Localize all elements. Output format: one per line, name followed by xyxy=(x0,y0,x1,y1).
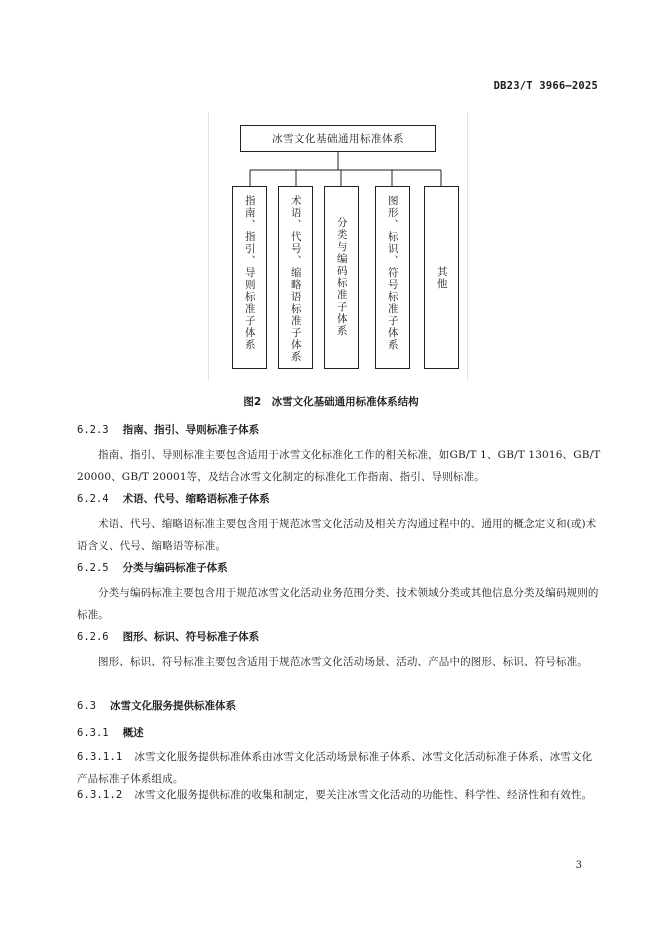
section-title: 冰雪文化服务提供标准体系 xyxy=(109,700,236,712)
diagram-root-box xyxy=(240,125,436,152)
section-heading xyxy=(77,491,270,506)
section-title: 指南、指引、导则标准子体系 xyxy=(122,424,260,436)
clause-number: 6.3.1.1 xyxy=(77,751,123,763)
section-number: 6.2.6 xyxy=(77,631,109,643)
section-title: 图形、标识、符号标准子体系 xyxy=(122,631,260,643)
diagram-child-label: 图形、标识、符号标准子体系 xyxy=(386,195,399,351)
section-number: 6.3 xyxy=(77,700,96,712)
clause-paragraph xyxy=(77,784,601,806)
diagram-child-label: 指南、指引、导则标准子体系 xyxy=(243,195,256,351)
section-paragraph: 术语、代号、缩略语标准主要包含用于规范冰雪文化活动及相关方沟通过程中的、通用的概念定义和(或)术语含义、代号、缩略语等标准。 xyxy=(77,518,597,552)
section-title: 分类与编码标准子体系 xyxy=(122,562,228,574)
clause-text: 冰雪文化服务提供标准的收集和制定，要关注冰雪文化活动的功能性、科学性、经济性和有效性。 xyxy=(134,789,593,801)
diagram-child-label: 术语、代号、缩略语标准子体系 xyxy=(289,195,302,363)
section-heading xyxy=(77,422,259,437)
page-number: 3 xyxy=(575,860,582,871)
diagram-root-label: 冰雪文化基础通用标准体系 xyxy=(272,133,404,145)
clause-text: 冰雪文化服务提供标准体系由冰雪文化活动场景标准子体系、冰雪文化活动标准子体系、冰雪文化产品标准子体系组成。 xyxy=(77,751,593,785)
figure-caption: 图2 冰雪文化基础通用标准体系结构 xyxy=(243,396,419,408)
diagram-child-box-2 xyxy=(278,186,313,369)
clause-number: 6.3.1.2 xyxy=(77,789,123,801)
section-number: 6.2.3 xyxy=(77,424,109,436)
diagram-child-box-5 xyxy=(424,186,459,369)
section-paragraph: 指南、指引、导则标准主要包含适用于冰雪文化标准化工作的相关标准，如GB/T 1、GB/T 13016、GB/T 20000、GB/T 20001等，及结合冰雪文化制定的标准化工作指南、指引、导则标准。 xyxy=(77,449,601,483)
section-heading xyxy=(77,725,144,740)
section-paragraph: 分类与编码标准主要包含用于规范冰雪文化活动业务范围分类、技术领域分类或其他信息分类及编码规则的标准。 xyxy=(77,587,599,621)
diagram-child-box-1 xyxy=(232,186,267,369)
section-paragraph: 图形、标识、符号标准主要包含适用于规范冰雪文化活动场景、活动、产品中的图形、标识、符号标准。 xyxy=(98,656,588,668)
section-number: 6.2.4 xyxy=(77,493,109,505)
section-number: 6.3.1 xyxy=(77,727,109,739)
section-heading xyxy=(77,560,228,575)
section-number: 6.2.5 xyxy=(77,562,109,574)
diagram-child-box-3 xyxy=(324,186,359,369)
diagram-child-label: 其他 xyxy=(435,265,448,290)
section-heading xyxy=(77,698,236,713)
section-title: 概述 xyxy=(122,727,144,739)
document-code: DB23/T 3966—2025 xyxy=(493,80,598,92)
diagram-child-box-4 xyxy=(375,186,410,369)
section-heading xyxy=(77,629,259,644)
section-title: 术语、代号、缩略语标准子体系 xyxy=(122,493,270,505)
diagram-child-label: 分类与编码标准子体系 xyxy=(335,217,348,337)
